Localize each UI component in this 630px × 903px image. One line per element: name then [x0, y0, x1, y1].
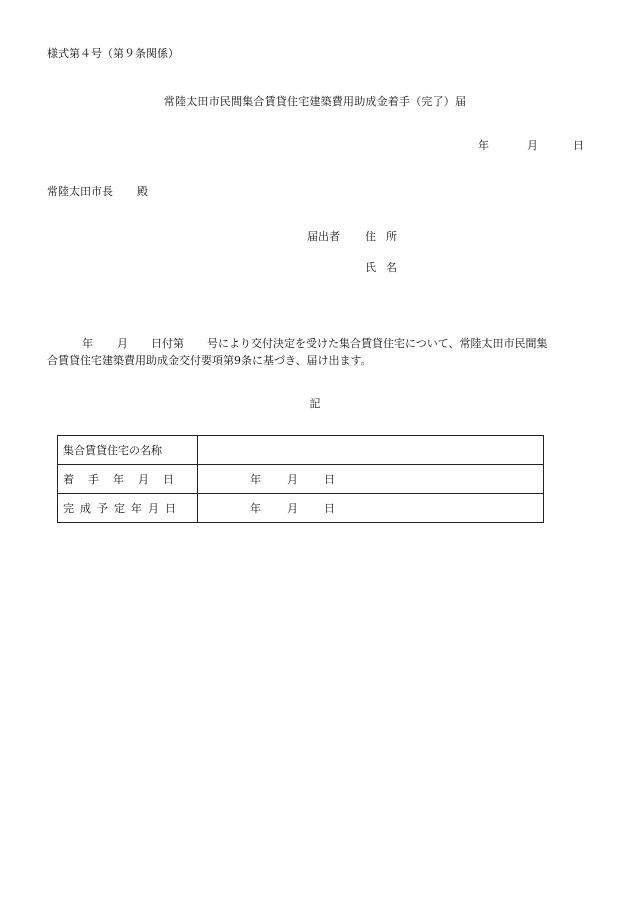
- table-row: [58, 436, 544, 465]
- completion-date-year: 年: [250, 502, 261, 515]
- body-month: 月: [117, 337, 128, 350]
- submission-date-year: 年: [478, 139, 489, 152]
- applicant-label: 届出者: [307, 230, 340, 243]
- completion-date-value[interactable]: [198, 494, 544, 523]
- submission-date-month: 月: [527, 139, 538, 152]
- housing-name-label: 集合賃貸住宅の名称: [58, 436, 198, 465]
- body-line-2: 合賃貸住宅建築費用助成金交付要項第9条に基づき、届け出ます。: [47, 354, 372, 367]
- completion-date-day: 日: [324, 502, 335, 515]
- addressee: [47, 185, 148, 199]
- body-paragraph: [47, 335, 582, 369]
- addressee-honorific: 殿: [137, 185, 148, 198]
- completion-date-label: 完成予定年月日: [58, 494, 198, 523]
- table-row: [58, 494, 544, 523]
- name-label: 氏名: [365, 261, 407, 274]
- body-text-line-1: 号により交付決定を受けた集合賃貸住宅について、常陸太田市民間集: [207, 337, 548, 350]
- submission-date-day: 日: [573, 139, 584, 152]
- completion-date-month: 月: [287, 502, 298, 515]
- address-label: 住所: [365, 230, 407, 243]
- start-date-day: 日: [324, 473, 335, 486]
- addressee-mayor: 常陸太田市長: [47, 185, 113, 198]
- start-date-month: 月: [287, 473, 298, 486]
- body-day-dated: 日付第: [151, 337, 184, 350]
- start-date-value[interactable]: [198, 465, 544, 494]
- body-line-1: [47, 335, 582, 352]
- body-year: 年: [82, 337, 93, 350]
- form-number: 様式第４号（第９条関係）: [47, 47, 179, 60]
- info-table: [57, 435, 544, 523]
- start-date-year: 年: [250, 473, 261, 486]
- ki-heading: 記: [309, 397, 321, 410]
- table-row: [58, 465, 544, 494]
- housing-name-value[interactable]: [198, 436, 544, 465]
- start-date-label: 着手年月日: [58, 465, 198, 494]
- document-title: 常陸太田市民間集合賃貸住宅建築費用助成金着手（完了）届: [163, 95, 467, 108]
